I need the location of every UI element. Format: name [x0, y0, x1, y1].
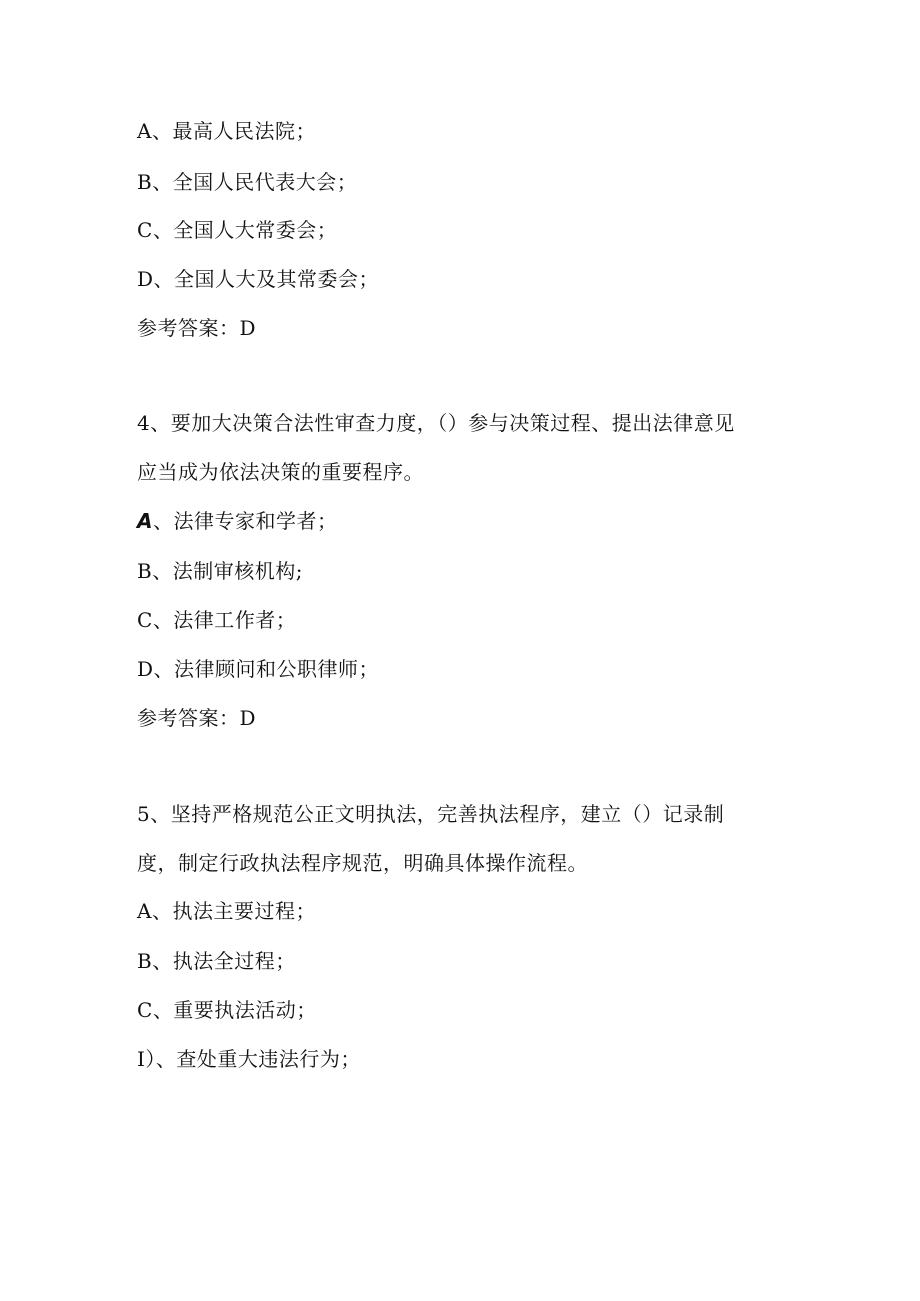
- option-text: 、法律顾问和公职律师；: [153, 657, 380, 681]
- option-text: 、法律专家和学者；: [152, 509, 338, 533]
- option-text: 、查处重大违法行为；: [155, 1047, 361, 1071]
- option-text: 、法制审核机构;: [152, 559, 303, 583]
- q3-option-c: [137, 217, 337, 243]
- q4-option-d: [137, 656, 379, 682]
- q3-option-a: [137, 118, 316, 144]
- option-text: 、执法全过程；: [152, 949, 296, 973]
- q3-option-b: [137, 169, 357, 195]
- option-letter: B: [137, 559, 153, 583]
- q4-option-a: [137, 508, 337, 534]
- option-letter: B: [137, 949, 153, 973]
- q3-answer: 参考答案：D: [137, 316, 257, 340]
- option-letter: A: [137, 899, 152, 923]
- q5-option-b: [137, 948, 296, 974]
- q5-stem-line1: 5、坚持严格规范公正文明执法，完善执法程序，建立（）记录制: [137, 802, 725, 826]
- option-letter: A: [137, 509, 153, 533]
- option-text: 、最高人民法院；: [151, 119, 316, 143]
- q4-option-b: [137, 558, 303, 584]
- option-letter: A: [137, 119, 152, 143]
- option-letter: D: [137, 657, 154, 681]
- option-letter: D: [137, 267, 154, 291]
- option-text: 、法律工作者；: [152, 608, 297, 632]
- q5-stem-line2: 度，制定行政执法程序规范，明确具体操作流程。: [137, 851, 588, 875]
- q4-stem-line2: 应当成为依法决策的重要程序。: [137, 460, 424, 484]
- q5-option-d: [137, 1046, 361, 1072]
- q4-option-c: [137, 607, 296, 633]
- q4-answer: 参考答案：D: [137, 706, 257, 730]
- q4-stem-line1: 4、要加大决策合法性审查力度，（）参与决策过程、提出法律意见: [137, 411, 735, 435]
- option-letter: C: [137, 998, 153, 1022]
- option-text: 、重要执法活动；: [152, 998, 317, 1022]
- option-letter: I）: [137, 1047, 156, 1071]
- q5-option-c: [137, 997, 317, 1023]
- option-text: 、执法主要过程；: [151, 899, 316, 923]
- option-text: 、全国人大常委会；: [152, 218, 338, 242]
- option-text: 、全国人民代表大会；: [152, 170, 358, 194]
- option-text: 、全国人大及其常委会；: [153, 267, 380, 291]
- q3-option-d: [137, 266, 379, 292]
- option-letter: B: [137, 170, 153, 194]
- option-letter: C: [137, 608, 153, 632]
- q5-option-a: [137, 898, 316, 924]
- option-letter: C: [137, 218, 153, 242]
